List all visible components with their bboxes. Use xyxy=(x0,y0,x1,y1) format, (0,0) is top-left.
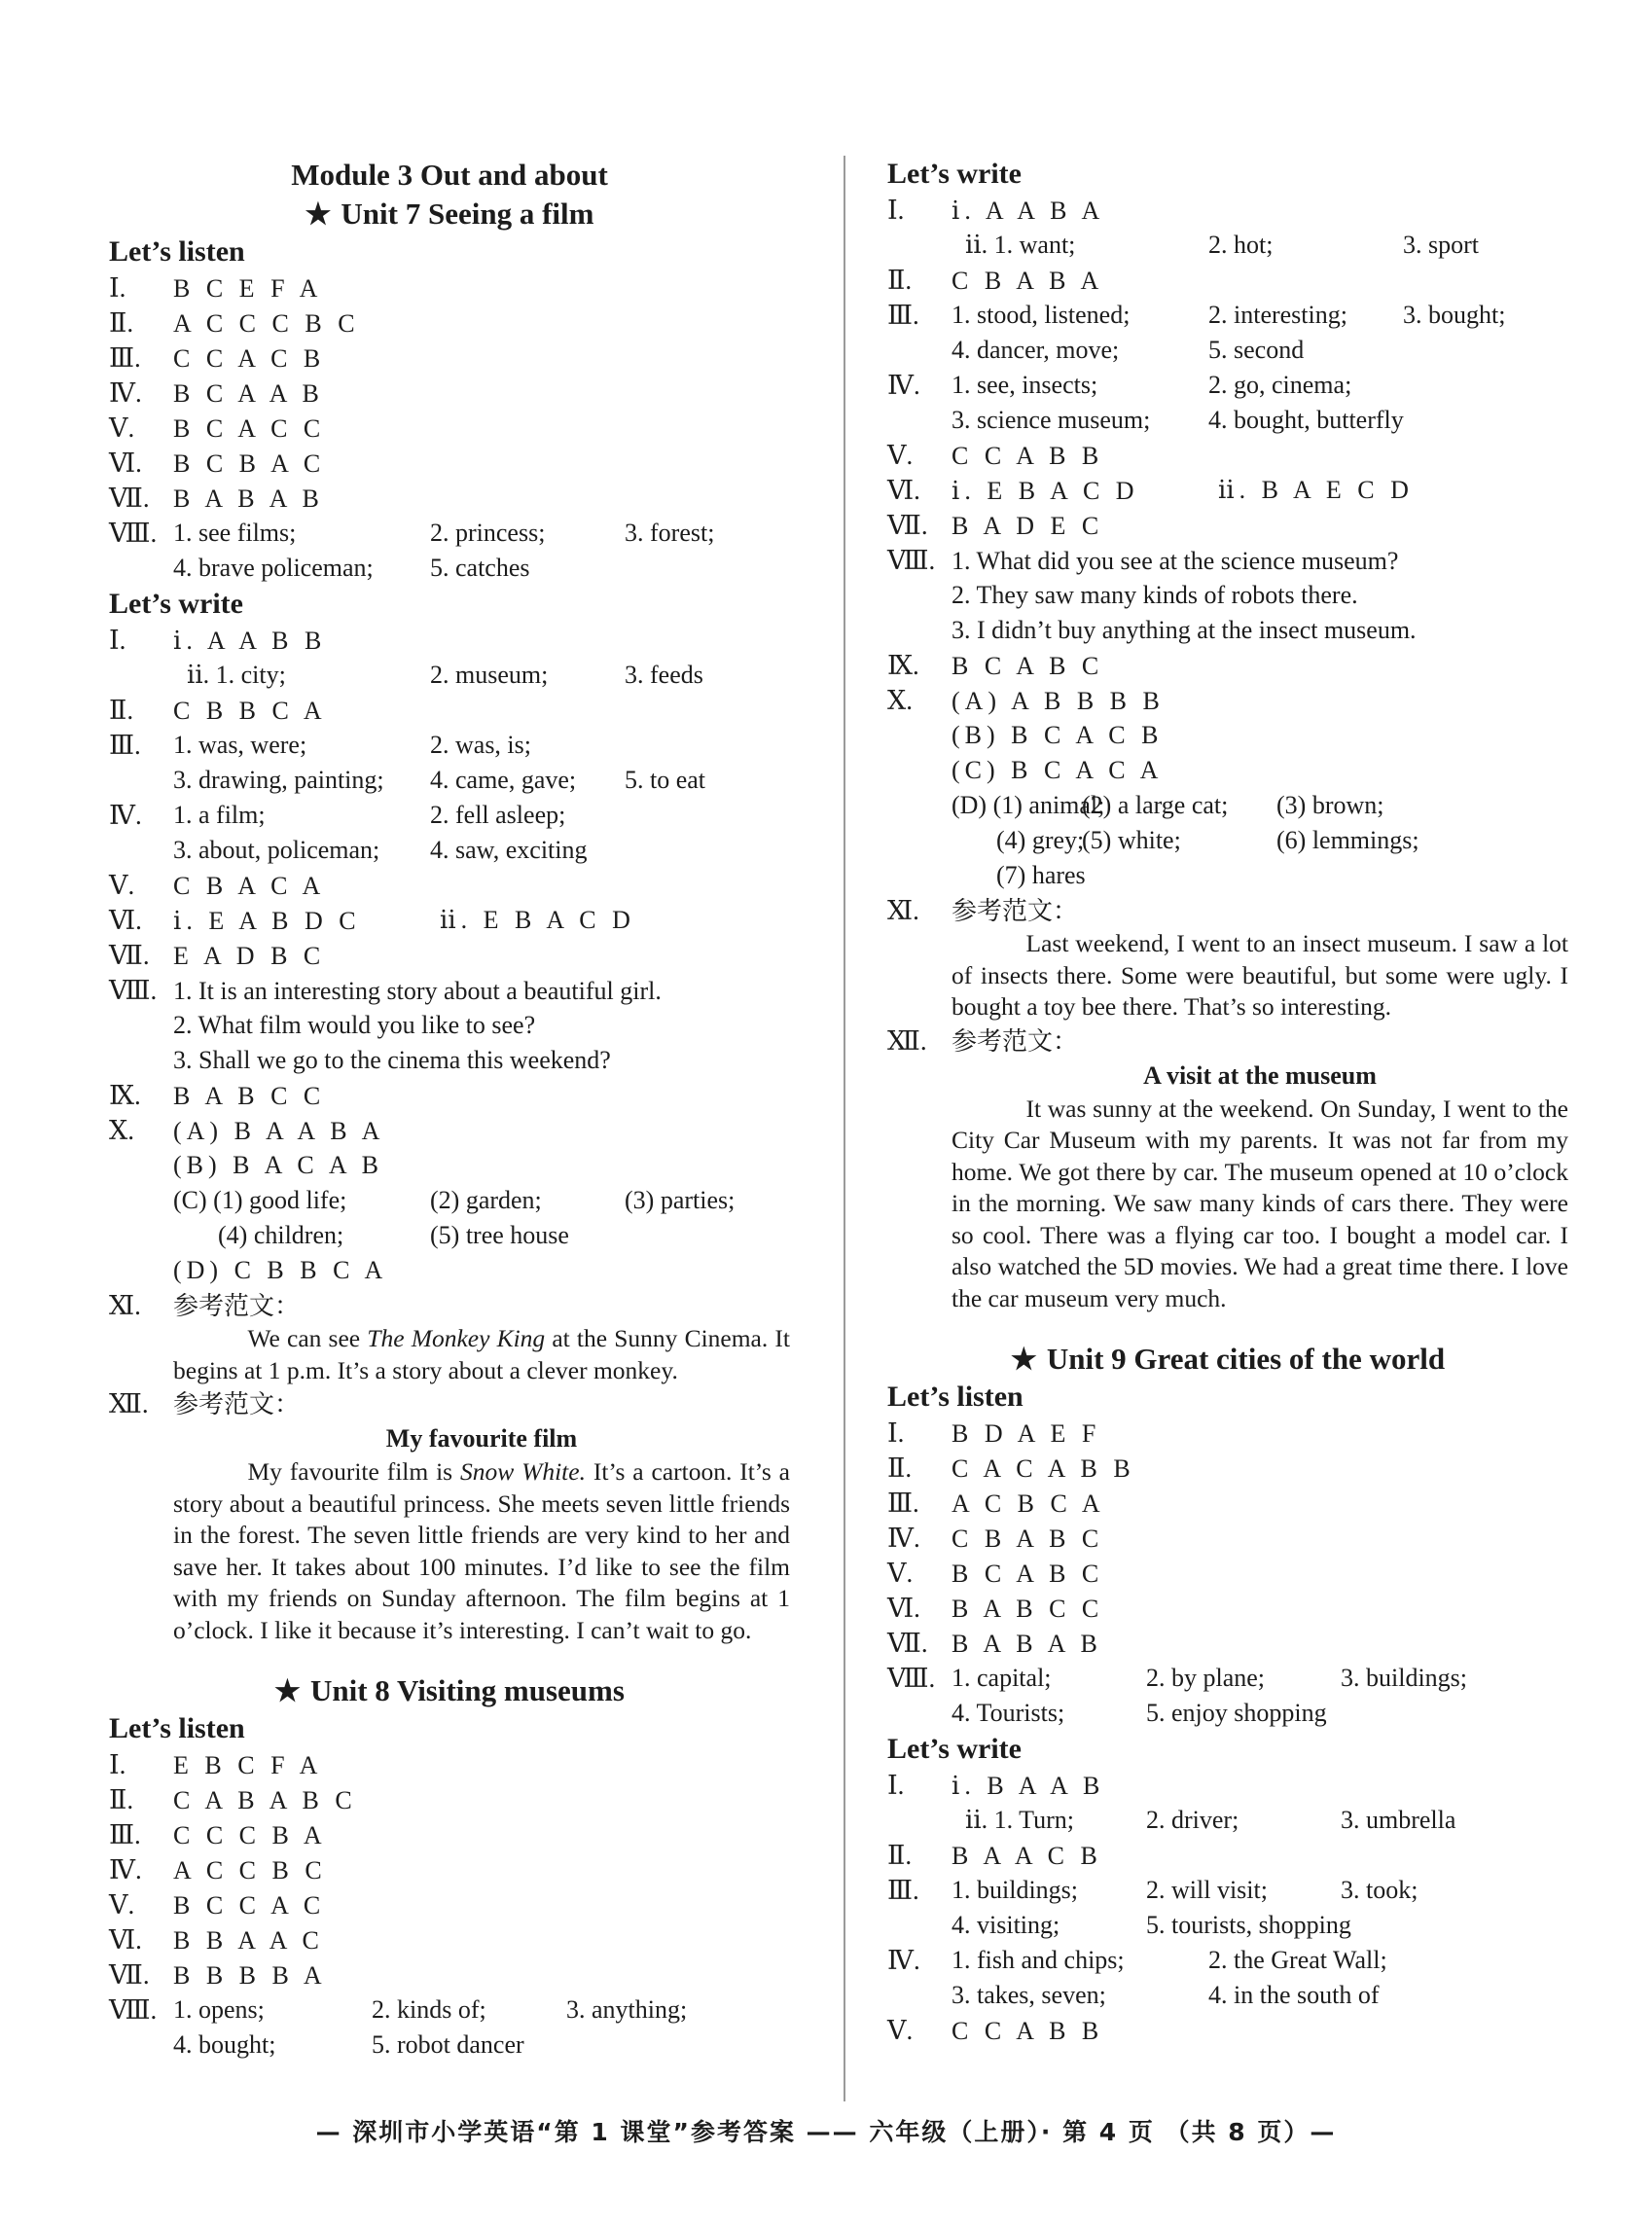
unit7-write-iv: Ⅳ. 1. a film; 2. fell asleep; xyxy=(109,801,566,830)
unit7-essay-title: My favourite film xyxy=(385,1424,578,1453)
unit7-listen-row: Ⅵ. B C B A C xyxy=(109,449,326,478)
unit8-write-x-b: (B) B C A C B xyxy=(952,721,1164,749)
unit8-write-viii-s2: 2. They saw many kinds of robots there. xyxy=(952,581,1358,609)
unit8-listen-row: Ⅴ. B C C A C xyxy=(109,1890,326,1920)
unit7-write-viii-s2: 2. What film would you like to see? xyxy=(173,1011,536,1039)
unit7-write-viii-s3: 3. Shall we go to the cinema this weekend? xyxy=(173,1046,611,1074)
unit7-listen-heading: Let’s listen xyxy=(109,235,245,268)
unit7-listen-row: Ⅶ. B A B A B xyxy=(109,484,324,513)
unit7-write-vi: Ⅵ. ⅰ. E A B D C ⅱ. E B A C D xyxy=(109,906,635,935)
unit9-listen-row: Ⅵ. B A B C C xyxy=(887,1594,1104,1623)
unit7-write-x-b: (B) B A C A B xyxy=(173,1151,383,1179)
left-column xyxy=(109,156,790,2063)
unit9-listen-row: Ⅴ. B C A B C xyxy=(887,1559,1104,1588)
unit8-essay-title: A visit at the museum xyxy=(1143,1060,1377,1090)
unit7-write-v: Ⅴ. C B A C A xyxy=(109,871,326,900)
unit8-essay-1: Last weekend, I went to an insect museum. I saw a lot of insects there. Some were beautiful, but some were ugly. I bought a toy bee there. That’s so interesting. xyxy=(952,929,1568,1021)
unit8-write-ii: Ⅱ. C B A B A xyxy=(887,266,1104,295)
unit9-write-ii: Ⅱ. B A A C B xyxy=(887,1841,1102,1870)
unit9-write-iii: Ⅲ. 1. buildings; 2. will visit; 3. took; xyxy=(887,1876,1419,1905)
unit8-listen-row: Ⅶ. B B B B A xyxy=(109,1960,327,1990)
unit7-write-x-c: (C) (1) good life; (2) garden; (3) parties; xyxy=(173,1186,736,1214)
unit8-listen-row: Ⅵ. B B A A C xyxy=(109,1925,324,1955)
unit8-listen-row: Ⅰ. E B C F A xyxy=(109,1750,323,1779)
unit7-title: ★ Unit 7 Seeing a film xyxy=(305,197,594,231)
unit9-listen-row: Ⅰ. B D A E F xyxy=(887,1418,1101,1448)
unit9-listen-row: Ⅶ. B A B A B xyxy=(887,1629,1102,1658)
unit7-write-ix: Ⅸ. B A B C C xyxy=(109,1081,326,1110)
unit9-listen-row: Ⅱ. C A C A B B xyxy=(887,1453,1135,1483)
unit9-write-i-ii: ⅱ. 1. Turn; 2. driver; 3. umbrella xyxy=(965,1806,1456,1834)
unit8-listen-viii-cont: 4. bought; 5. robot dancer xyxy=(173,2030,524,2059)
unit8-write-vii: Ⅶ. B A D E C xyxy=(887,511,1104,540)
unit9-write-iv: Ⅳ. 1. fish and chips; 2. the Great Wall; xyxy=(887,1946,1387,1975)
unit8-write-viii: Ⅷ. 1. What did you see at the science museum? xyxy=(887,546,1399,575)
unit8-write-x-d: (D) (1) animal; (2) a large cat; (3) brown; xyxy=(952,791,1384,819)
unit9-write-i: Ⅰ. ⅰ. B A A B xyxy=(887,1771,1105,1800)
unit7-essay-1: We can see The Monkey King at the Sunny Cinema. It begins at 1 p.m. It’s a story about a clever monkey. xyxy=(173,1324,790,1384)
unit7-essay-2: My favourite film is Snow White. It’s a cartoon. It’s a story about a beautiful princess. She meets seven little friends in the forest. The seven little friends are very kind to her and save her. It takes about 100 minutes. I’d like to see the film with my friends on Sunday afternoon. The film begins at 1 o’clock. I like it because it’s interesting. I can’t wait to go. xyxy=(173,1457,790,1644)
unit8-write-iv: Ⅳ. 1. see, insects; 2. go, cinema; xyxy=(887,371,1352,400)
unit8-essay-2: It was sunny at the weekend. On Sunday, I went to the City Car Museum with my parents. It was not far from my home. We got there by car. The museum opened at 10 o’clock in the morning. We saw many kinds of cars there. They were so cool. There was a flying car too. I bought a model car. I also watched the 5D movies. We had a great time there. I love the car museum very much. xyxy=(952,1094,1568,1312)
unit7-write-xi: Ⅺ. 参考范文： xyxy=(109,1291,301,1320)
unit8-write-x-d-cont2: (7) hares xyxy=(996,861,1086,889)
unit9-listen-row: Ⅳ. C B A B C xyxy=(887,1524,1104,1553)
unit8-listen-row: Ⅱ. C A B A B C xyxy=(109,1785,357,1814)
unit7-listen-row: Ⅴ. B C A C C xyxy=(109,413,326,443)
unit7-write-vii: Ⅶ. E A D B C xyxy=(109,941,326,970)
unit7-write-iii: Ⅲ. 1. was, were; 2. was, is; xyxy=(109,731,531,760)
star-icon: ★ xyxy=(305,198,332,231)
right-column xyxy=(887,156,1568,2048)
unit8-listen-row: Ⅳ. A C C B C xyxy=(109,1855,327,1884)
unit8-write-i: Ⅰ. ⅰ. A A B A xyxy=(887,196,1105,225)
unit7-write-i-ii: ⅱ. 1. city; 2. museum; 3. feeds xyxy=(187,661,703,689)
unit9-listen-heading: Let’s listen xyxy=(887,1381,1024,1413)
unit7-listen-row: Ⅳ. B C A A B xyxy=(109,378,324,408)
unit9-write-heading: Let’s write xyxy=(887,1733,1022,1765)
module-title: Module 3 Out and about xyxy=(291,158,608,192)
unit8-write-iv-cont: 3. science museum; 4. bought, butterfly xyxy=(952,406,1404,434)
unit8-listen-heading: Let’s listen xyxy=(109,1712,245,1744)
unit9-listen-viii-cont: 4. Tourists; 5. enjoy shopping xyxy=(952,1699,1327,1727)
unit8-write-x: Ⅹ. (A) A B B B B xyxy=(887,686,1165,715)
unit8-write-x-d-cont: (4) grey; (5) white; (6) lemmings; xyxy=(996,826,1419,854)
unit8-write-i-ii: ⅱ. 1. want; 2. hot; 3. sport xyxy=(965,231,1479,259)
unit7-write-iii-cont: 3. drawing, painting; 4. came, gave; 5. to eat xyxy=(173,766,706,794)
unit8-listen-row: Ⅲ. C C C B A xyxy=(109,1820,327,1849)
unit9-write-iii-cont: 4. visiting; 5. tourists, shopping xyxy=(952,1911,1351,1939)
unit7-write-viii: Ⅷ. 1. It is an interesting story about a beautiful girl. xyxy=(109,976,662,1005)
unit8-write-viii-s3: 3. I didn’t buy anything at the insect museum. xyxy=(952,616,1417,644)
unit9-listen-viii: Ⅷ. 1. capital; 2. by plane; 3. buildings; xyxy=(887,1664,1468,1693)
unit9-write-v: Ⅴ. C C A B B xyxy=(887,2016,1104,2045)
unit9-listen-row: Ⅲ. A C B C A xyxy=(887,1489,1105,1518)
unit8-write-ix: Ⅸ. B C A B C xyxy=(887,651,1104,680)
unit7-write-x: Ⅹ. (A) B A A B A xyxy=(109,1116,385,1145)
unit7-write-ii: Ⅱ. C B B C A xyxy=(109,696,327,725)
unit8-write-vi: Ⅵ. ⅰ. E B A C D ⅱ. B A E C D xyxy=(887,476,1414,505)
unit7-write-iv-cont: 3. about, policeman; 4. saw, exciting xyxy=(173,836,588,864)
unit7-listen-row: Ⅰ. B C E F A xyxy=(109,273,323,303)
unit7-listen-row: Ⅱ. A C C C B C xyxy=(109,308,360,338)
column-divider xyxy=(844,156,845,2101)
unit7-listen-viii-cont: 4. brave policeman; 5. catches xyxy=(173,554,530,582)
unit8-title: ★ Unit 8 Visiting museums xyxy=(274,1673,625,1707)
unit7-write-heading: Let’s write xyxy=(109,588,243,620)
unit8-write-x-c: (C) B C A C A xyxy=(952,756,1164,784)
page-footer: — 深圳市小学英语“第 1 课堂”参考答案 —— 六年级（上册）· 第 4 页 （共 8 页）— xyxy=(315,2118,1337,2146)
star-icon: ★ xyxy=(1010,1344,1037,1376)
unit8-write-heading: Let’s write xyxy=(887,158,1022,190)
unit8-write-xi: Ⅺ. 参考范文： xyxy=(887,896,1079,925)
unit8-write-iii: Ⅲ. 1. stood, listened; 2. interesting; 3. bought; xyxy=(887,301,1506,330)
unit7-listen-viii: Ⅷ. 1. see films; 2. princess; 3. forest; xyxy=(109,519,715,548)
unit8-write-v: Ⅴ. C C A B B xyxy=(887,441,1104,470)
unit7-write-x-c-cont: (4) children; (5) tree house xyxy=(218,1221,569,1249)
unit9-write-iv-cont: 3. takes, seven; 4. in the south of xyxy=(952,1981,1380,2009)
unit9-title: ★ Unit 9 Great cities of the world xyxy=(1010,1342,1446,1376)
unit8-listen-viii: Ⅷ. 1. opens; 2. kinds of; 3. anything; xyxy=(109,1995,688,2025)
unit7-write-xii: Ⅻ. 参考范文： xyxy=(109,1389,301,1418)
unit7-write-i: Ⅰ. ⅰ. A A B B xyxy=(109,626,327,655)
unit8-write-iii-cont: 4. dancer, move; 5. second xyxy=(952,336,1305,364)
star-icon: ★ xyxy=(274,1675,301,1707)
unit7-write-x-d: (D) C B B C A xyxy=(173,1256,388,1284)
unit8-write-xii: Ⅻ. 参考范文： xyxy=(887,1025,1079,1056)
unit7-listen-row: Ⅲ. C C A C B xyxy=(109,343,326,373)
